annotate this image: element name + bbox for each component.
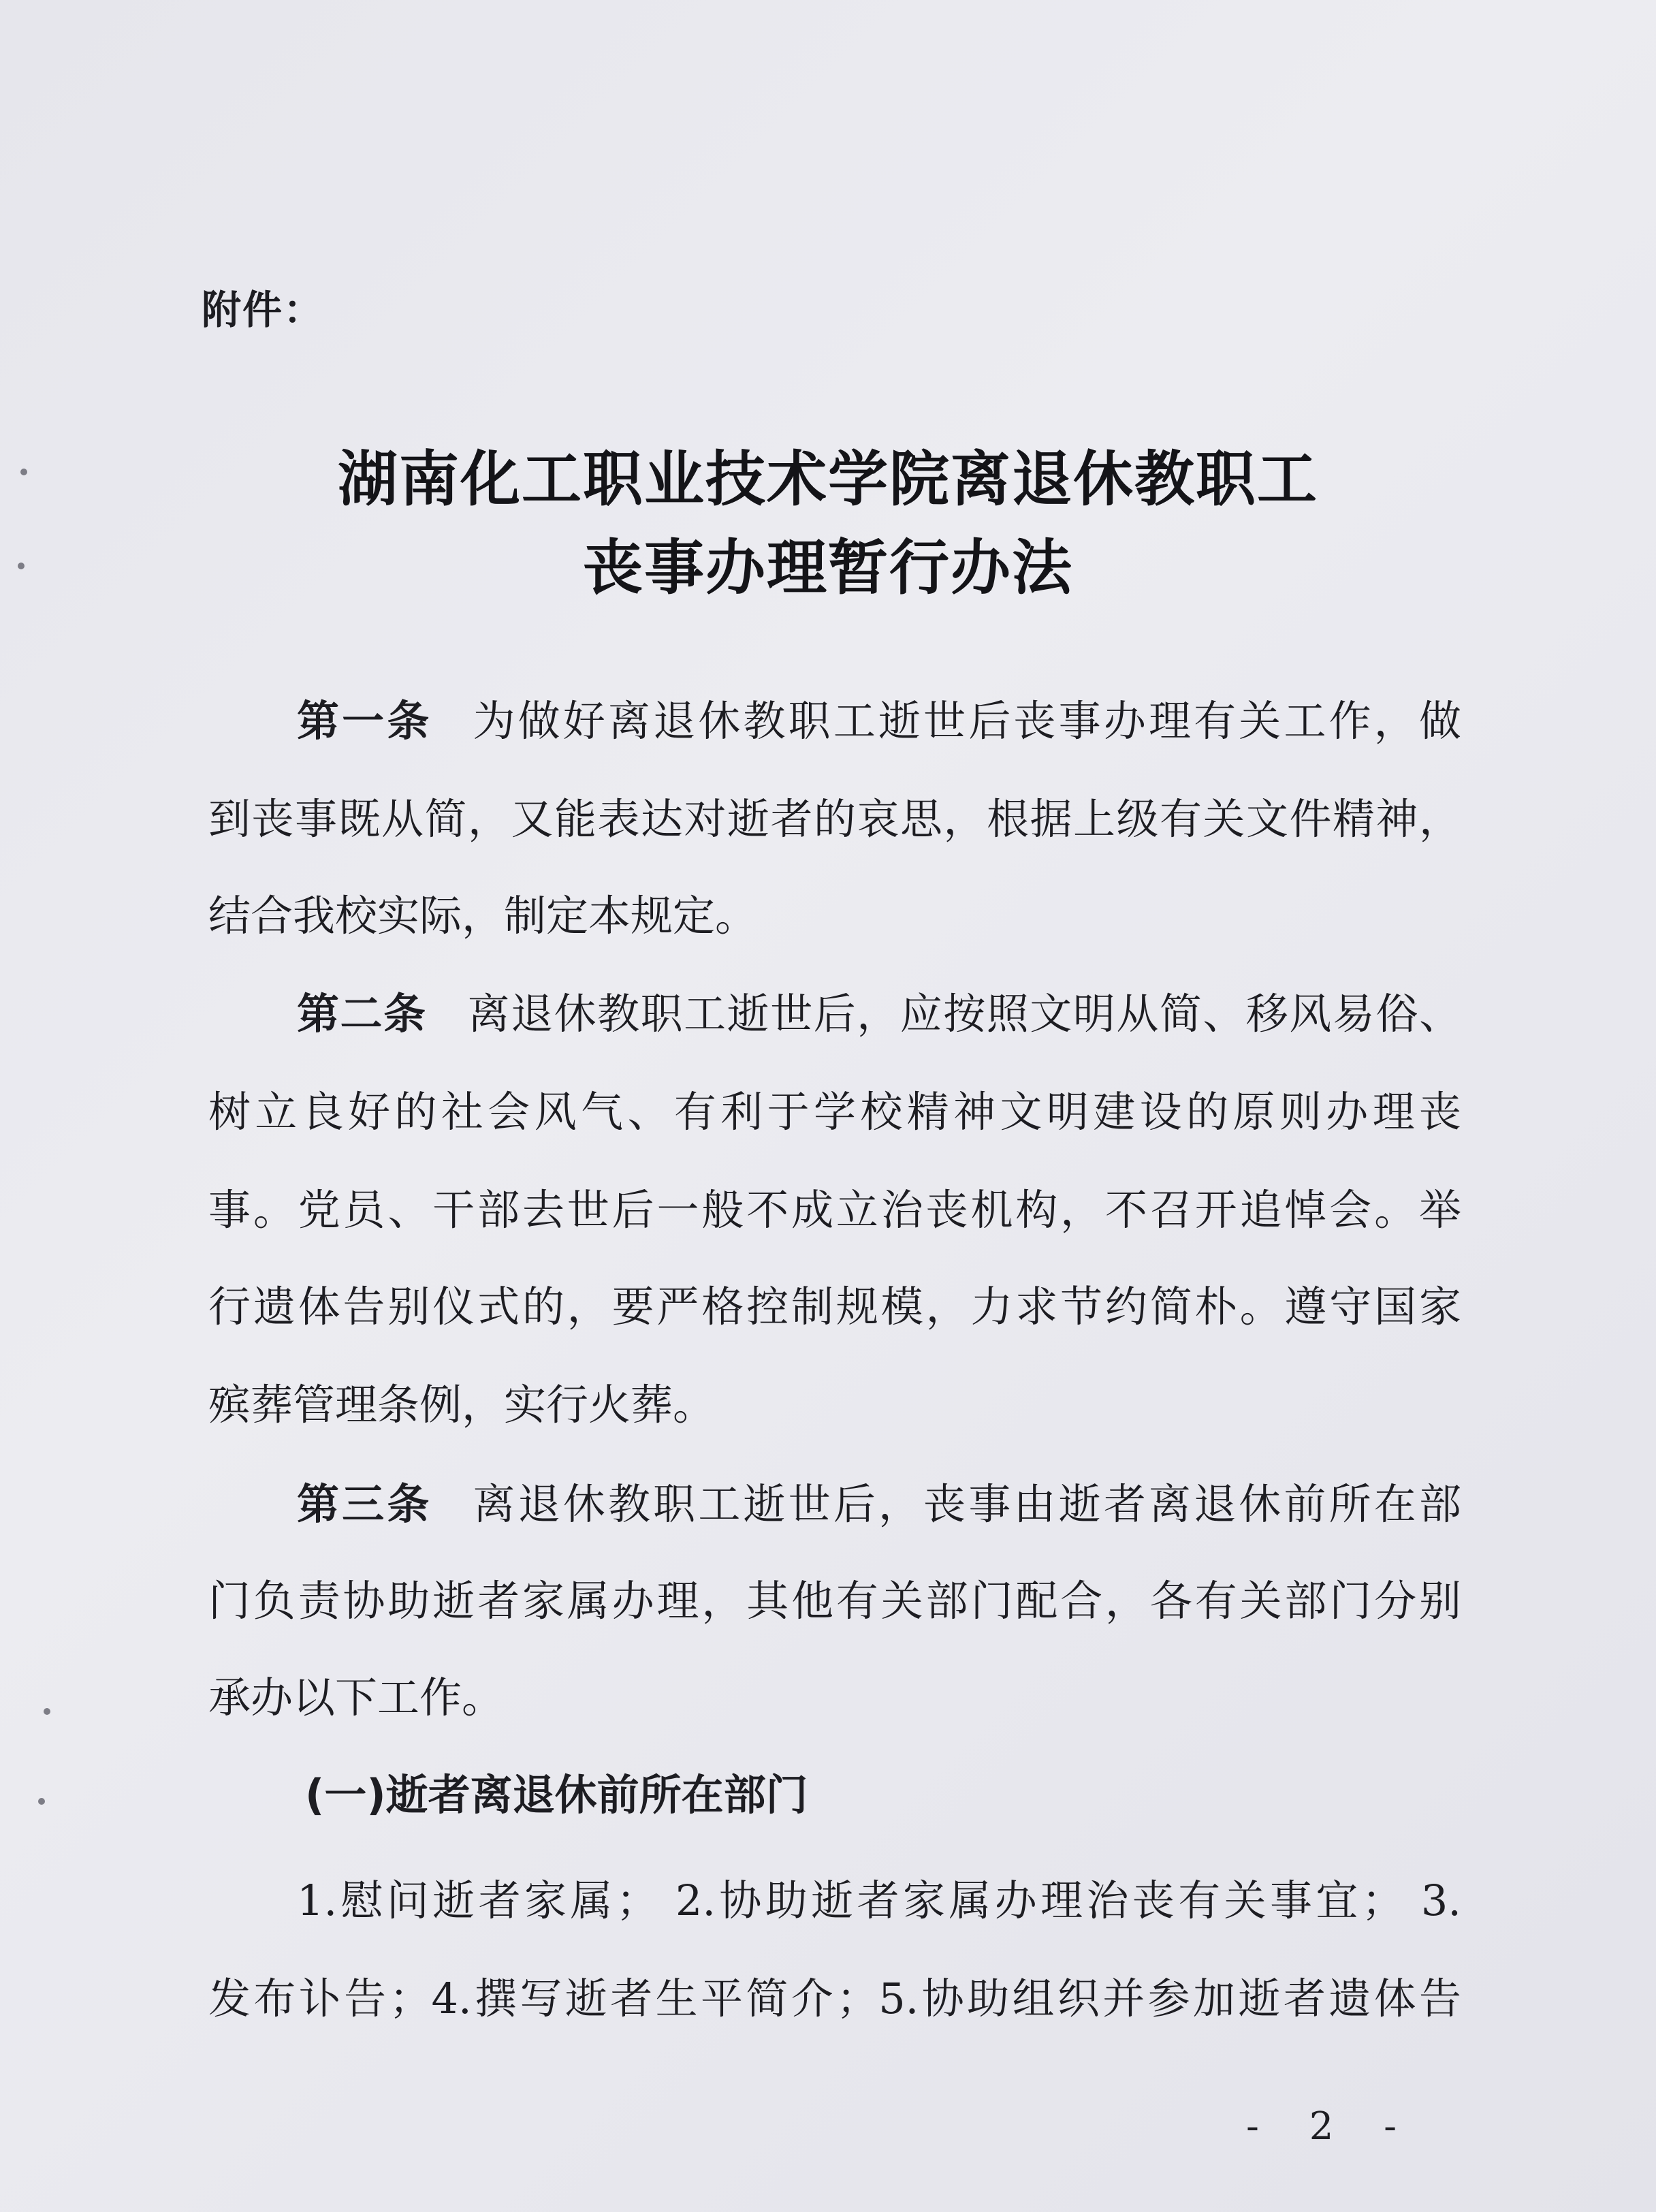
- article1-label: 第一条: [297, 696, 432, 746]
- article2-line4: 行遗体告别仪式的，要严格控制规模，力求节约简朴。遵守国家: [208, 1282, 1461, 1331]
- page-number: - 2 -: [1246, 2104, 1416, 2149]
- article3-line2: 门负责协助逝者家属办理，其他有关部门配合，各有关部门分别: [208, 1576, 1461, 1626]
- article2-label: 第二条: [297, 989, 427, 1039]
- document-title-line2: 丧事办理暂行办法: [582, 533, 1073, 603]
- article2-line3: 事。党员、干部去世后一般不成立治丧机构，不召开追悼会。举: [208, 1185, 1461, 1235]
- article1-line1: 第一条 为做好离退休教职工逝世后丧事办理有关工作，做: [297, 696, 1461, 746]
- section1-heading: (一)逝者离退休前所在部门: [305, 1770, 808, 1820]
- binding-hole: [44, 1708, 50, 1715]
- article3-line3: 承办以下工作。: [208, 1673, 505, 1722]
- article3-label: 第三条: [297, 1479, 432, 1529]
- attachment-label: 附件：: [202, 287, 325, 333]
- section1-line1: 1.慰问逝者家属； 2.协助逝者家属办理治丧有关事宜； 3.: [297, 1876, 1461, 1925]
- document-title-line1: 湖南化工职业技术学院离退休教职工: [337, 444, 1318, 514]
- article2-line1: 第二条 离退休教职工逝世后，应按照文明从简、移风易俗、: [297, 989, 1461, 1039]
- article1-line2: 到丧事既从简，又能表达对逝者的哀思，根据上级有关文件精神，: [208, 794, 1461, 844]
- article1-line3: 结合我校实际，制定本规定。: [208, 891, 758, 941]
- section1-line2: 发布讣告；4.撰写逝者生平简介；5.协助组织并参加逝者遗体告: [208, 1974, 1461, 2023]
- article2-line2: 树立良好的社会风气、有利于学校精神文明建设的原则办理丧: [208, 1087, 1461, 1137]
- article2-line5: 殡葬管理条例，实行火葬。: [208, 1380, 716, 1429]
- article3-line1: 第三条 离退休教职工逝世后，丧事由逝者离退休前所在部: [297, 1479, 1461, 1529]
- binding-hole: [38, 1798, 45, 1805]
